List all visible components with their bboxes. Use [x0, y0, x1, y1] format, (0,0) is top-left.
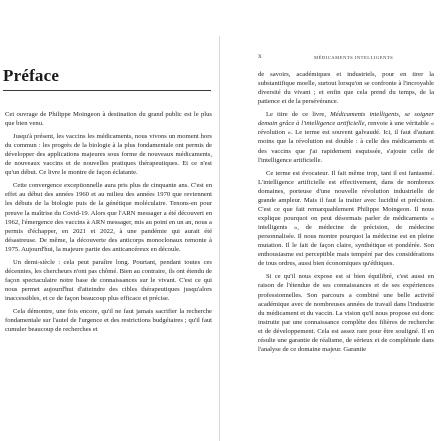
paragraph-text: , renvoie à une véritable « révolution ». Le terme est souvent galvaudé. Ici, il faut d'autant moins que la révolution est double : à celle des médicaments et des vaccins que j'ai rapidement esquissée, s'ajoute celle de l'intelligence artificielle. — [258, 120, 434, 164]
page-gutter — [219, 36, 220, 441]
paragraph: Cette convergence exceptionnelle aura pris plus de cinquante ans. C'est en effet au début des années 1960 et au milieu des années 1970 que reviennent les débuts de la biologie puis de la génétique moléculaire. Tenons-en pour preuve la maîtrise du Covid-19. Alors que l'ARN messager a été découvert en 1962, l'émergence des vaccins à ARN messager, mis au point en un an, nous a permis d'échapper, en 2021 et 2022, à une pandémie qui aurait été désastreuse. De même, la découverte des anticorps monoclonaux remonte à 1975. Aujourd'hui, la majeure partie des anticancéreux en découle. — [5, 182, 212, 253]
title-rule — [3, 90, 211, 91]
paragraph-with-book-title — [258, 110, 434, 165]
paragraph: Jusqu'à présent, les vaccins les médicaments, nous vivons un moment hors du commun : les progrès de la biologie à la plus fondamentale ont permis de développer des applications majeures sous forme de nouveaux médicaments, de nouveaux vaccins et de nouvelles pratiques thérapeutiques. Et ce n'est qu'un début. Ce livre le montre de façon éclatante. — [5, 132, 212, 177]
book-title-italic: Médicaments intelligents, se soigner demain grâce à l'intelligence artificielle — [258, 111, 434, 128]
paragraph: Si ce qu'il nous expose est si bien équilibré, c'est aussi en raison de l'étendue de ses connaissances et de ses expériences professionnelles. Son parcours a combiné une belle activité académique avec de nombreuses années de travail dans l'industrie du médicament et du vaccin. La vision qu'il nous propose est donc instruite par une connaissance complète des filières de recherche et de développement. Cela est assez rare pour être souligné. Il en résulte une garantie de réalisme, de sérieux et de complétude dans l'analyse de ce domaine majeur. Garantie — [258, 273, 434, 354]
running-head-title: MÉDICAMENTS INTELLIGENTS — [314, 54, 394, 60]
paragraph: Ce terme est évocateur. Il fait même trop, tant il est fantasmé. L'intelligence artificielle est effectivement, dans de nombreux domaines, porteuse d'une nouvelle révolution industrielle de grande ampleur. Mais il faut la traiter avec lucidité et précision. C'est ce que fait remarquablement Philippe Moingeon. Il nous explique pourquoi on peut désormais parler de médicaments « intelligents », de médecine de précision, de médecine personnalisée. Il nous montre pourquoi la médecine est en pleine mutation. Il le fait de façon claire, synthétique et pondérée. Son enthousiasme est perceptible mais tempéré par des considérations de tous ordres, aussi bien économiques qu'éthiques. — [258, 169, 434, 268]
paragraph: Un demi-siècle : cela peut paraître long. Pourtant, pendant toutes ces décennies, les chercheurs n'ont pas chômé. Bien au contraire, ils ont étendu de façon spectaculaire notre base de connaissances sur le vivant. C'est ce qui nous permet aujourd'hui d'atteindre des cibles thérapeutiques jusqu'alors inaccessibles, et ce de façon beaucoup plus efficace et précise. — [5, 258, 212, 303]
left-page — [0, 0, 219, 441]
right-text-column — [258, 70, 434, 358]
paragraph: Cela démontre, une fois encore, qu'il ne faut jamais sacrifier la recherche fondamentale sur l'autel de l'urgence et des restrictions budgétaires ; qu'il faut cumuler beaucoup de recherches et — [5, 308, 212, 334]
left-text-column — [5, 110, 212, 338]
paragraph-text: Le titre de ce livre, — [266, 111, 331, 119]
page-number: X — [258, 54, 263, 60]
paragraph: de savoirs, académiques et industriels, pour en tirer la substantifique moelle, surtout lorsqu'on se confronte à l'incroyable diversité du vivant ; et enfin que cela prend du temps, de la patience et de la persévérance. — [258, 71, 434, 106]
page-title: Préface — [3, 66, 60, 85]
paragraph: Cet ouvrage de Philippe Moingeon à destination du grand public est le plus que bien venu. — [5, 111, 212, 128]
running-head — [258, 54, 434, 62]
right-page — [221, 0, 441, 441]
